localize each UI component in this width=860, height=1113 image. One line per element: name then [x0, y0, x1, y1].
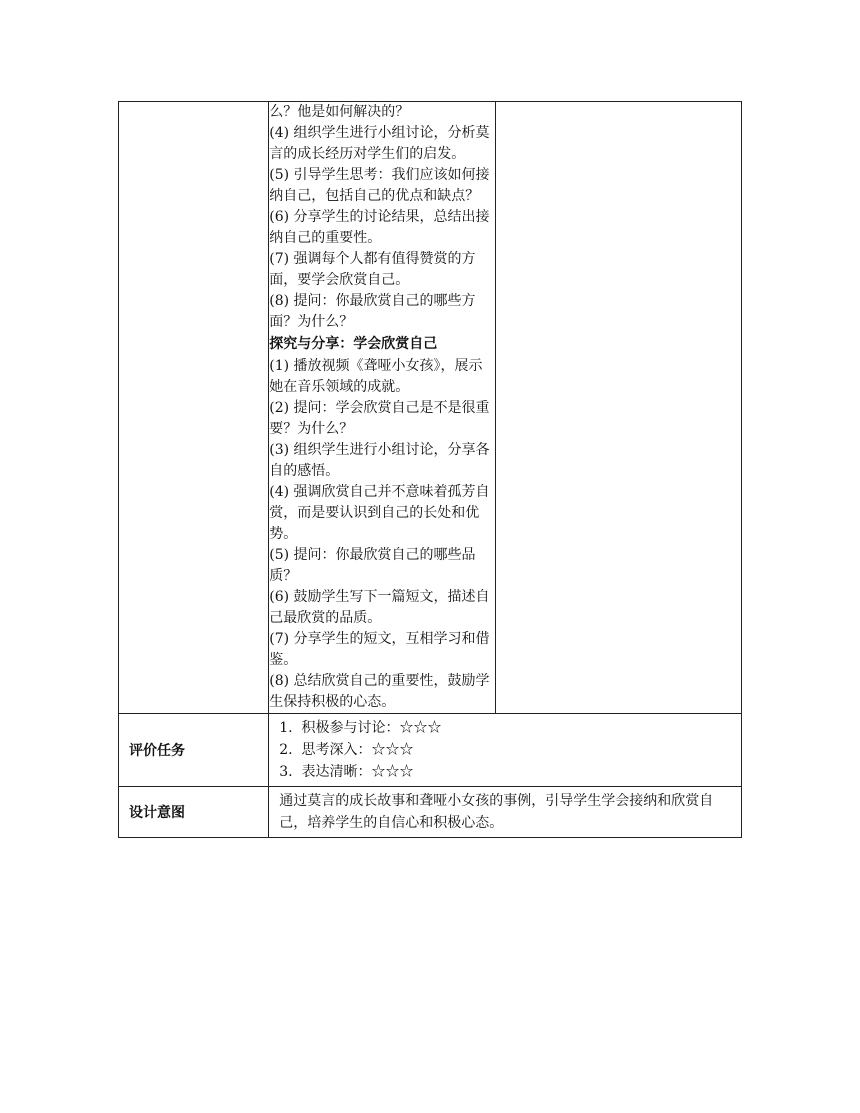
- step-text: (8) 提问：你最欣赏自己的哪些方面？为什么？: [269, 293, 476, 330]
- step-text: (5) 提问：你最欣赏自己的哪些品质？: [269, 547, 476, 584]
- evaluation-item: 3. 表达清晰：☆☆☆: [279, 764, 414, 780]
- step-text: (6) 分享学生的讨论结果，总结出接纳自己的重要性。: [269, 209, 490, 246]
- step-text: (3) 组织学生进行小组讨论，分享各自的感悟。: [269, 442, 490, 479]
- step-text: (4) 组织学生进行小组讨论，分析莫言的成长经历对学生们的启发。: [269, 125, 490, 162]
- step-text: (7) 分享学生的短文，互相学习和借鉴。: [269, 631, 490, 668]
- step-text: (6) 鼓励学生写下一篇短文，描述自己最欣赏的品质。: [269, 589, 490, 626]
- step-text: (7) 强调每个人都有值得赞赏的方面，要学会欣赏自己。: [269, 251, 476, 288]
- step-text: (1) 播放视频《聋哑小女孩》，展示她在音乐领域的成就。: [269, 358, 483, 395]
- teaching-steps-cell: [269, 102, 495, 714]
- step-text: (8) 总结欣赏自己的重要性，鼓励学生保持积极的心态。: [269, 673, 490, 710]
- section-heading: 探究与分享：学会欣赏自己: [269, 336, 438, 352]
- activity-row: [119, 102, 742, 714]
- step-text: 么？他是如何解决的？: [269, 104, 410, 120]
- design-intent-text: 通过莫言的成长故事和聋哑小女孩的事例，引导学生学会接纳和欣赏自己，培养学生的自信心和积极心态。: [269, 787, 742, 838]
- evaluation-item: 1. 积极参与讨论：☆☆☆: [279, 720, 442, 736]
- step-text: (5) 引导学生思考：我们应该如何接纳自己，包括自己的优点和缺点？: [269, 167, 490, 204]
- evaluation-label: 评价任务: [119, 714, 269, 787]
- evaluation-item: 2. 思考深入：☆☆☆: [279, 742, 414, 758]
- step-text: (4) 强调欣赏自己并不意味着孤芳自赏，而是要认识到自己的长处和优势。: [269, 484, 490, 542]
- lesson-plan-table: [118, 101, 742, 838]
- evaluation-row: [119, 714, 742, 787]
- design-intent-label: 设计意图: [119, 787, 269, 838]
- evaluation-items: [269, 714, 742, 787]
- design-intent-row: [119, 787, 742, 838]
- student-activity-cell: [495, 102, 741, 714]
- step-text: (2) 提问：学会欣赏自己是不是很重要？为什么？: [269, 400, 490, 437]
- empty-label-cell: [119, 102, 269, 714]
